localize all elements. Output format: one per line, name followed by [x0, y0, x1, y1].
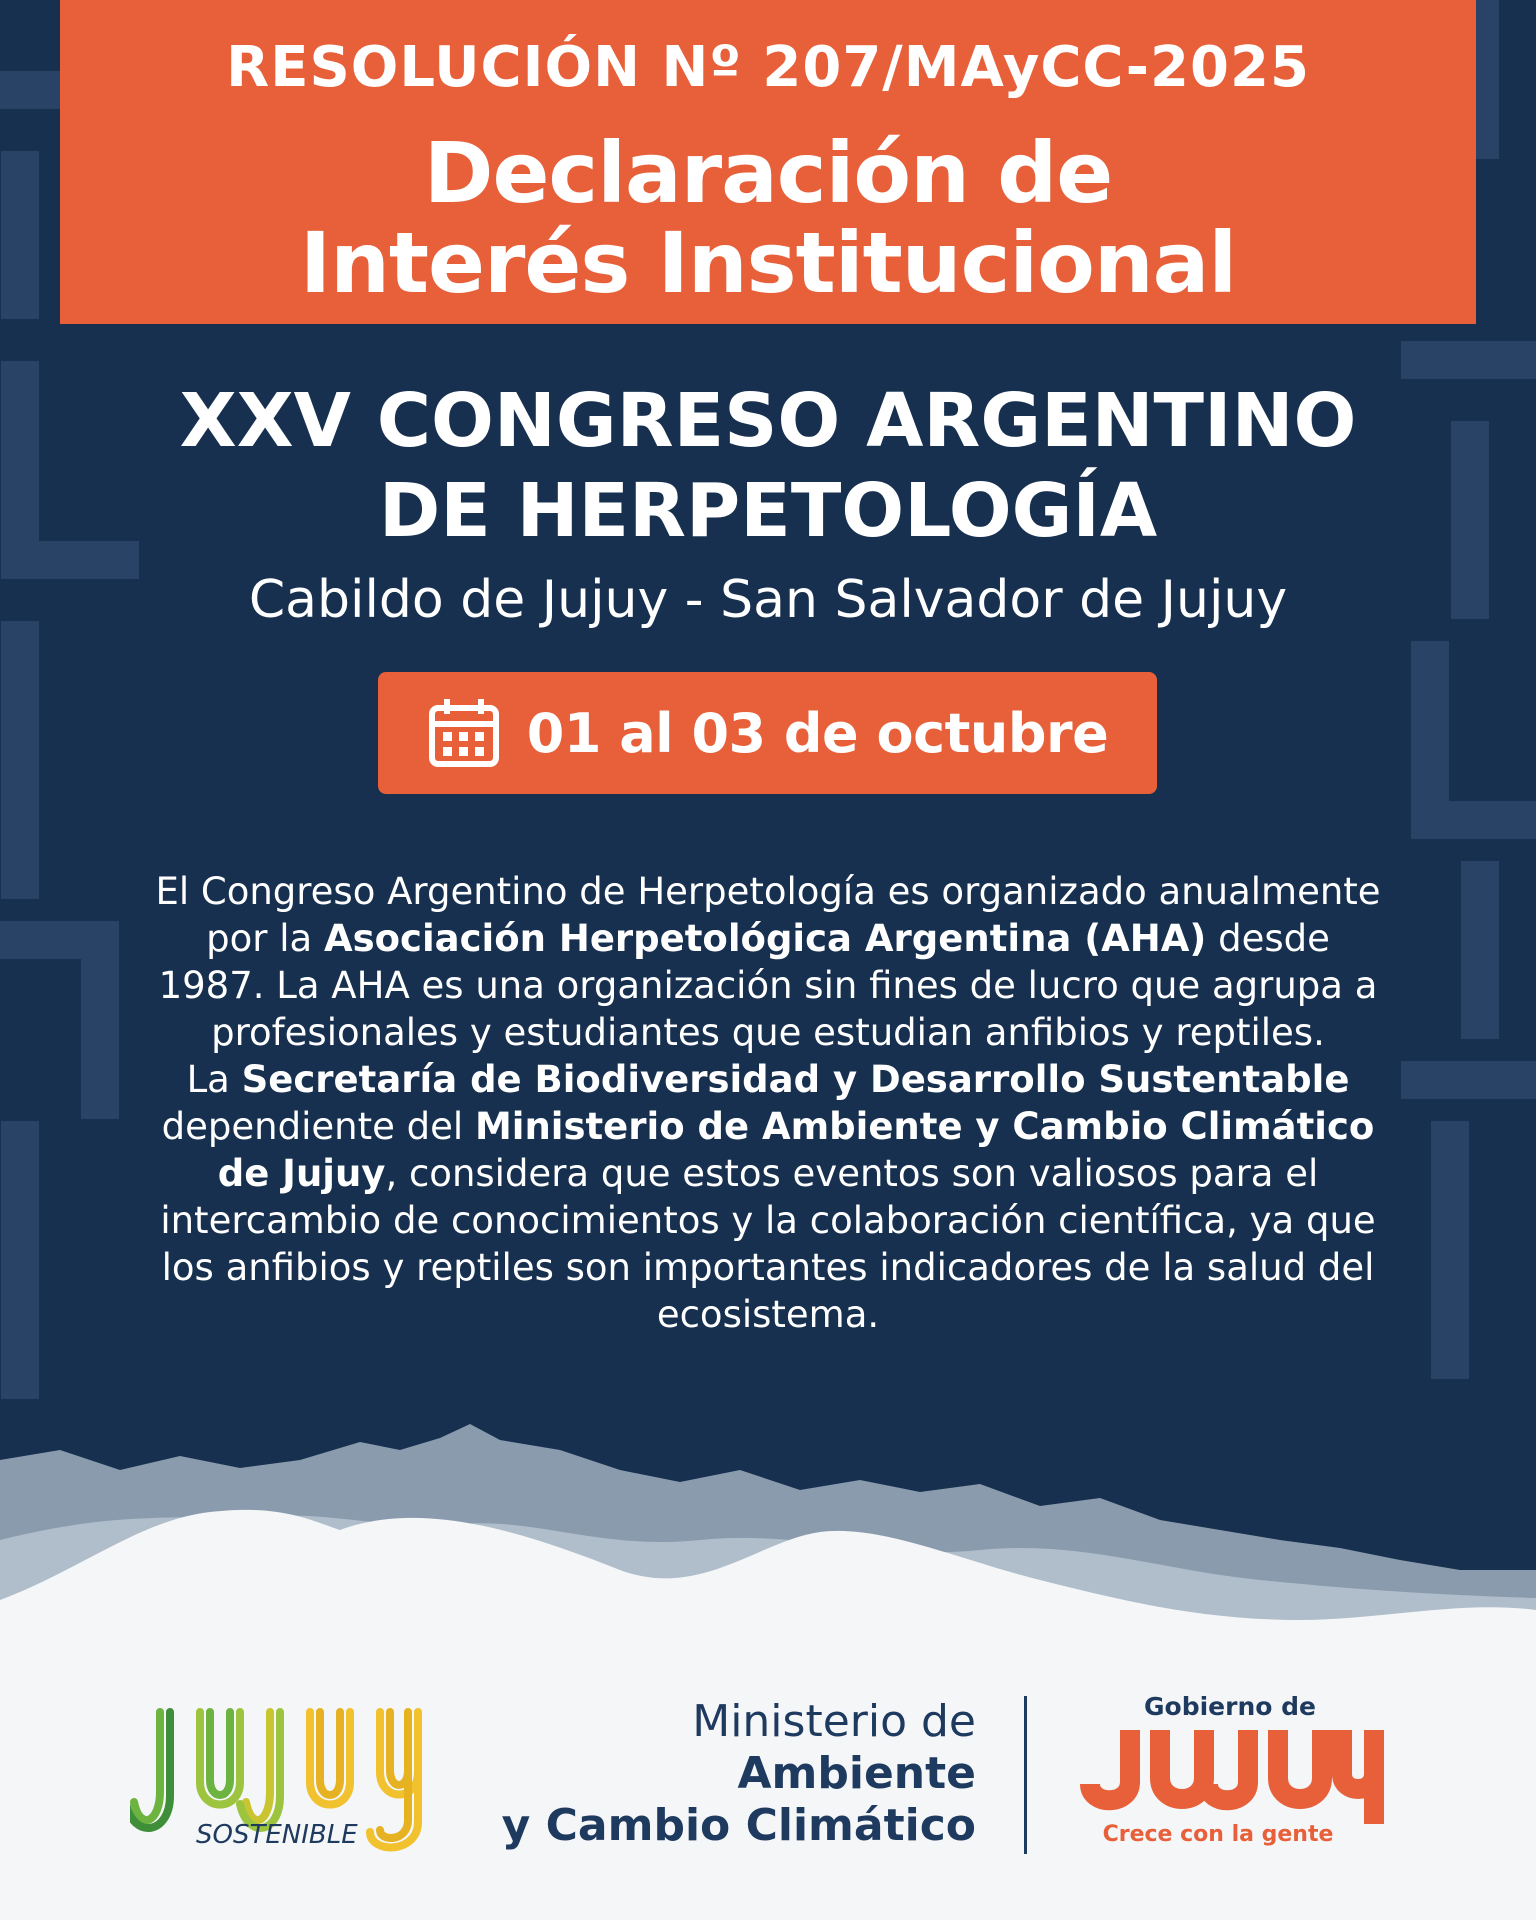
declaration-title-line2: Interés Institucional [299, 214, 1237, 312]
footer-divider [1024, 1696, 1027, 1854]
ministry-line2: Ambiente [737, 1748, 976, 1799]
declaration-title-line1: Declaración de [423, 124, 1113, 222]
gobierno-jujuy-logo [1078, 1724, 1390, 1824]
description-paragraph-1 [150, 868, 1386, 1056]
description-bold-text: Asociación Herpetológica Argentina (AHA) [323, 917, 1207, 960]
description-text: La [186, 1058, 242, 1101]
resolution-number: RESOLUCIÓN Nº 207/MAyCC-2025 [226, 35, 1310, 100]
description-bold-text: Secretaría de Biodiversidad y Desarrollo Sustentable [241, 1058, 1350, 1101]
event-dates: 01 al 03 de octubre [526, 701, 1109, 765]
description-text: , considera que estos eventos son valiosos para el intercambio de conocimientos y la colaboración científica, ya que los anfibios y reptiles son importantes indicadores de la salud del ecosistema. [160, 1152, 1376, 1336]
declaration-title [60, 124, 1476, 312]
description-bold-text: Ministerio de Ambiente y Cambio Climático de Jujuy [217, 1105, 1375, 1195]
venue: Cabildo de Jujuy - San Salvador de Jujuy [248, 570, 1288, 630]
calendar-icon [427, 696, 501, 770]
congress-title-line1: XXV CONGRESO ARGENTINO [179, 378, 1357, 464]
description [150, 868, 1386, 1338]
description-text: desde 1987. La AHA es una organización sin fines de lucro que agrupa a profesionales y estudiantes que estudian anfibios y reptiles. [158, 917, 1378, 1054]
congress-title [0, 376, 1536, 556]
header-banner [60, 0, 1476, 324]
gobierno-slogan: Crece con la gente [1102, 1822, 1334, 1847]
date-badge [378, 672, 1157, 794]
gobierno-label: Gobierno de [1144, 1692, 1316, 1721]
sostenible-label: SOSTENIBLE [196, 1820, 358, 1850]
ministry-line3: y Cambio Climático [501, 1800, 976, 1851]
description-text: El Congreso Argentino de Herpetología es organizado anualmente por la [155, 870, 1381, 960]
description-text: dependiente del [161, 1105, 475, 1148]
description-paragraph-2 [150, 1056, 1386, 1338]
congress-title-line2: DE HERPETOLOGÍA [378, 468, 1158, 554]
ministry-line1: Ministerio de [692, 1696, 976, 1747]
ministry-name [456, 1696, 976, 1852]
